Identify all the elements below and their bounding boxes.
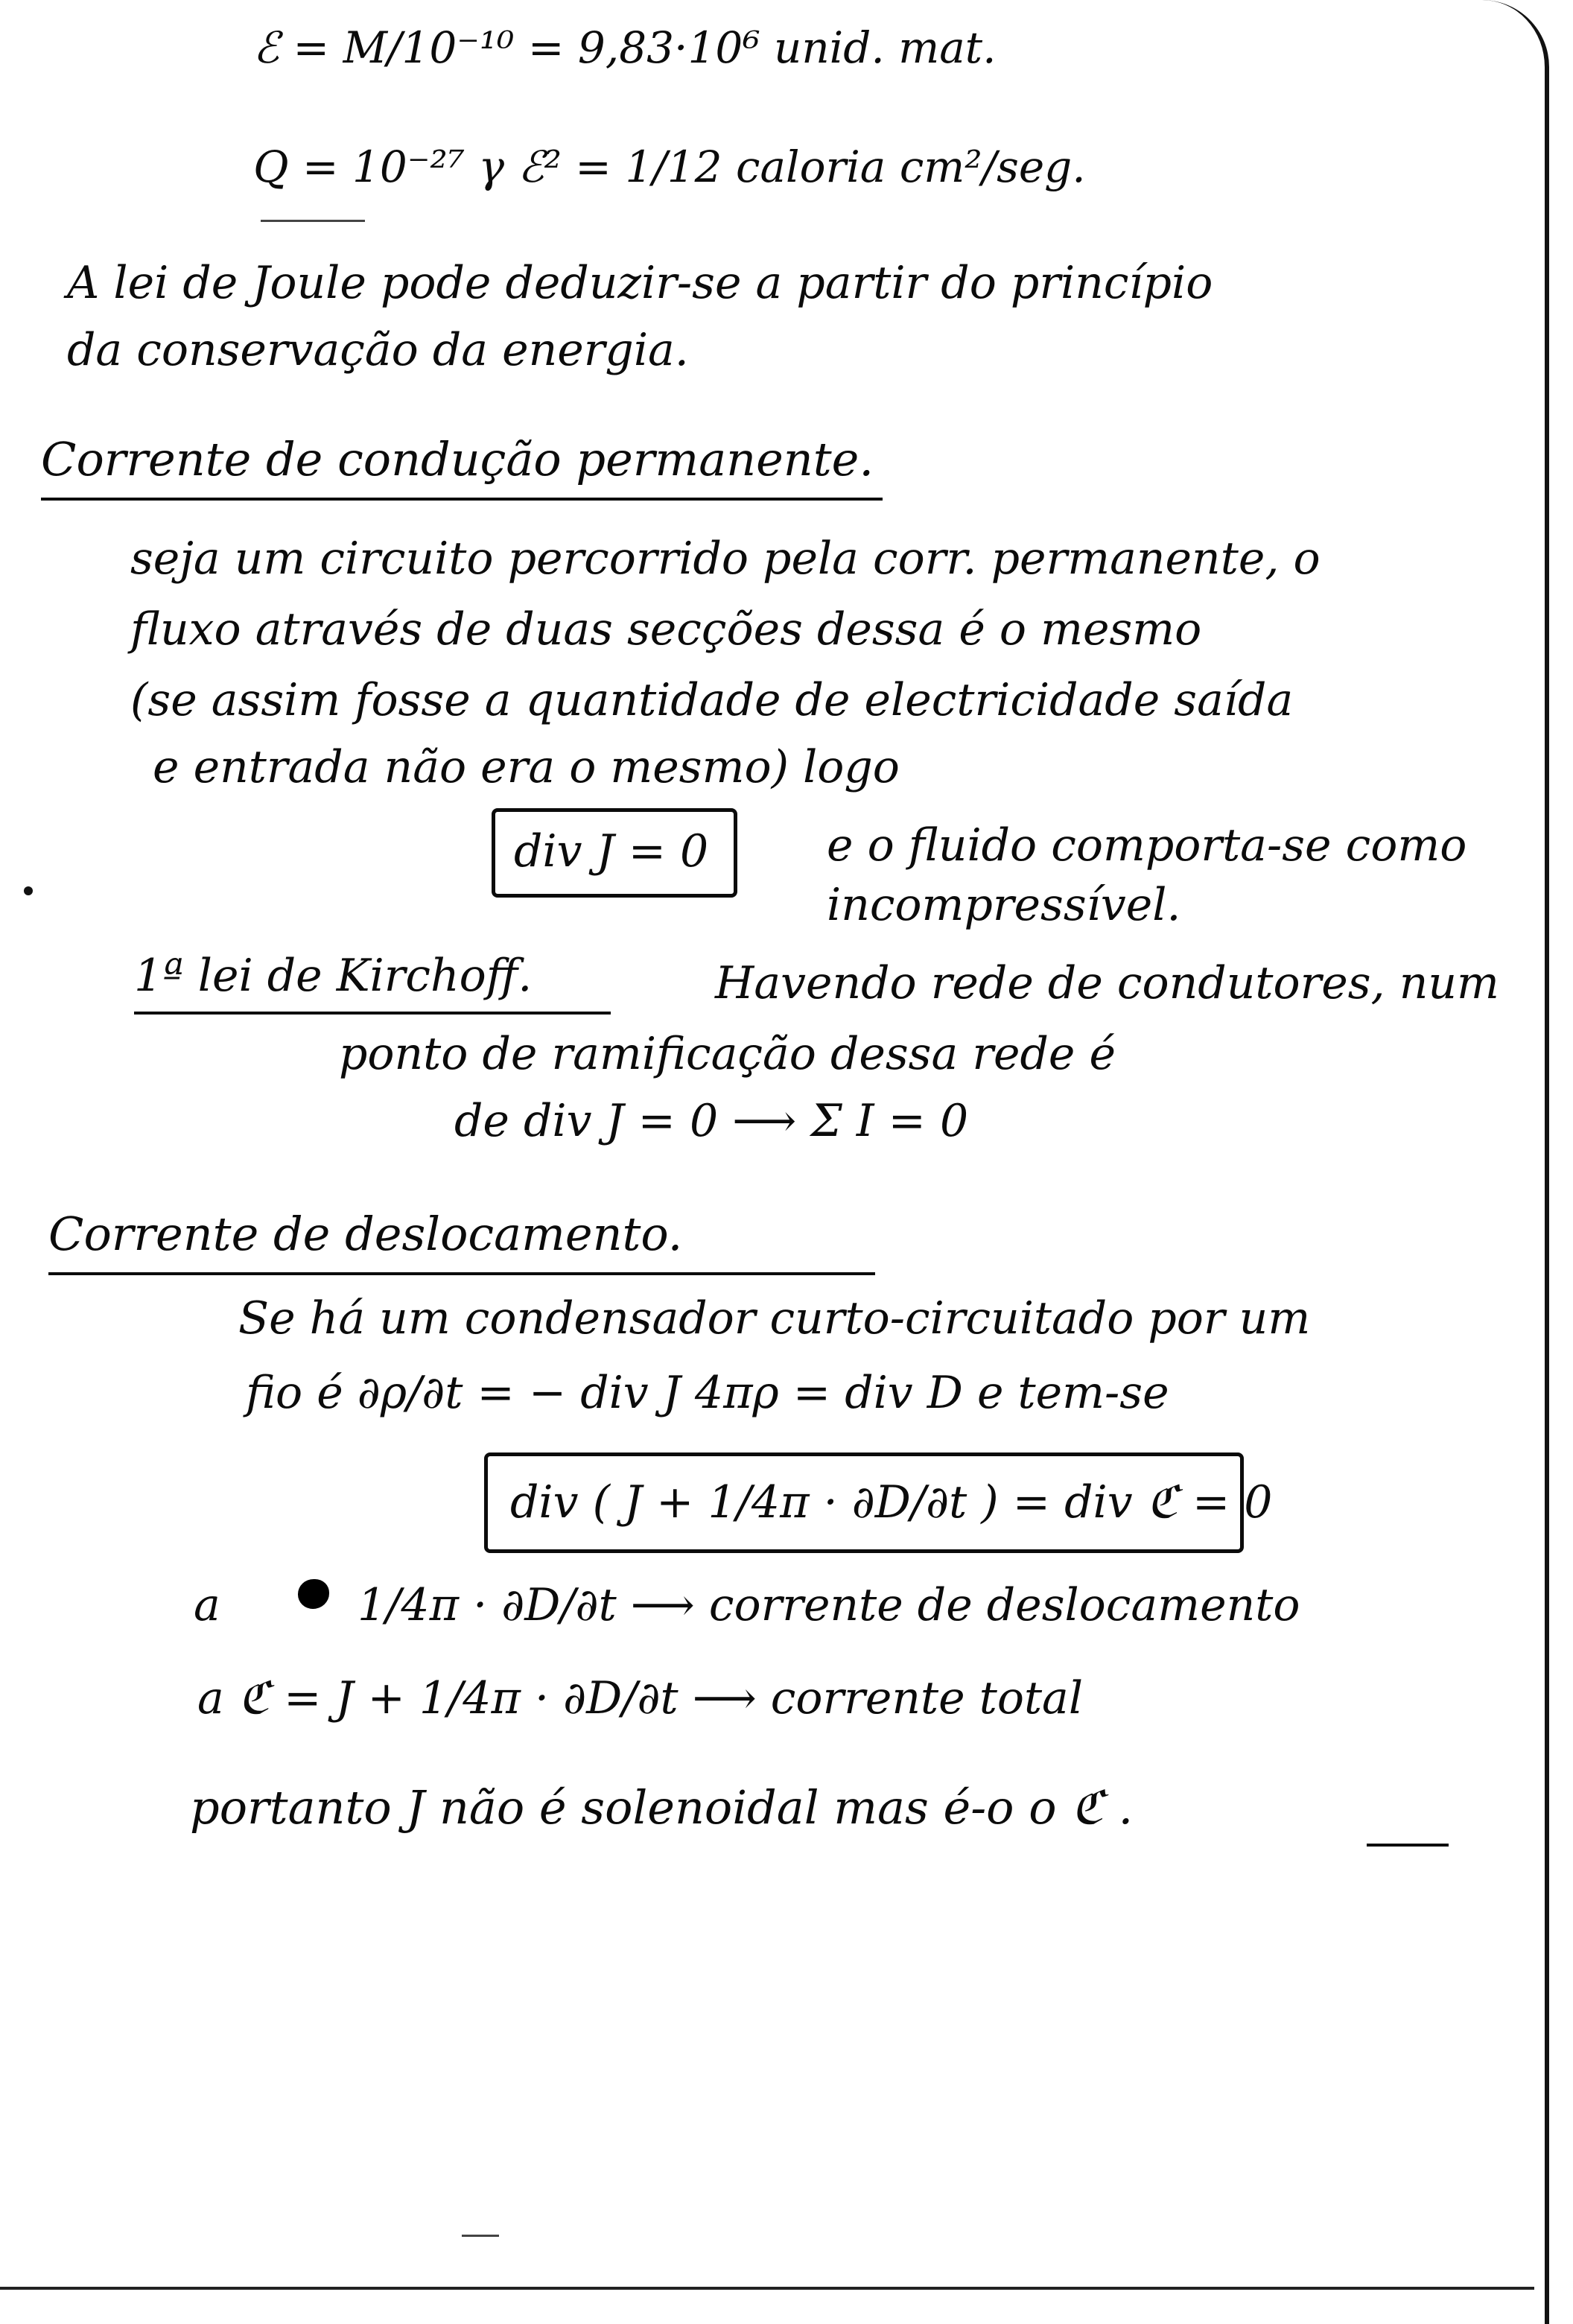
equation-epsilon: ℰ = M/10⁻¹⁰ = 9,83·10⁶ unid. mat. [253, 22, 997, 73]
kirchoff-line-3: de div J = 0 ⟶ Σ I = 0 [454, 1095, 969, 1147]
joule-line-1: A lei de Joule pode deduzir-se a partir do princípio [67, 257, 1213, 309]
pencil-mark [261, 220, 365, 222]
boxed-equation-text: div J = 0 [514, 825, 709, 877]
equation-q: Q = 10⁻²⁷ γ ℰ² = 1/12 caloria cm²/seg. [253, 142, 1086, 192]
conclusion-underline [1367, 1844, 1449, 1847]
boxed-equation-total-text: div ( J + 1/4π · ∂D/∂t ) = div ℭ = 0 [510, 1476, 1273, 1528]
fluid-note-line-2: incompressível. [827, 879, 1181, 931]
pencil-mark-bottom [462, 2235, 499, 2237]
conduction-line-3: (se assim fosse a quantidade de electricidade saída [130, 674, 1294, 726]
conduction-line-2: fluxo através de duas secções dessa é o mesmo [130, 603, 1202, 655]
total-current-line: a ℭ = J + 1/4π · ∂D/∂t ⟶ corrente total [197, 1672, 1084, 1724]
kirchoff-line-1: Havendo rede de condutores, num [715, 957, 1499, 1009]
page-bottom-edge [0, 2287, 1534, 2290]
a-label: a [194, 1579, 220, 1631]
conduction-line-4: e entrada não era o mesmo) logo [153, 741, 900, 793]
section-title-displacement: Corrente de deslocamento. [48, 1207, 683, 1261]
kirchoff-underline [134, 1012, 611, 1015]
displacement-line-1: Se há um condensador curto-circuitado por um [238, 1292, 1311, 1344]
ink-dot [24, 886, 33, 895]
conduction-line-1: seja um circuito percorrido pela corr. permanente, o [130, 533, 1321, 585]
displacement-current-line: 1/4π · ∂D/∂t ⟶ corrente de deslocamento [358, 1579, 1300, 1631]
fluid-note-line-1: e o fluido comporta-se como [827, 819, 1467, 872]
kirchoff-line-2: ponto de ramificação dessa rede é [339, 1028, 1116, 1080]
section-title-conduction: Corrente de condução permanente. [41, 432, 874, 486]
ink-blot [298, 1579, 329, 1609]
kirchoff-title: 1ª lei de Kirchoff. [134, 950, 533, 1002]
joule-line-2: da conservação da energia. [67, 324, 689, 376]
title-underline-2 [48, 1272, 875, 1275]
conclusion-line: portanto J não é solenoidal mas é-o o ℭ . [190, 1780, 1134, 1835]
title-underline [41, 498, 883, 501]
displacement-line-2: fio é ∂ρ/∂t = − div J 4πρ = div D e tem-se [246, 1367, 1169, 1419]
